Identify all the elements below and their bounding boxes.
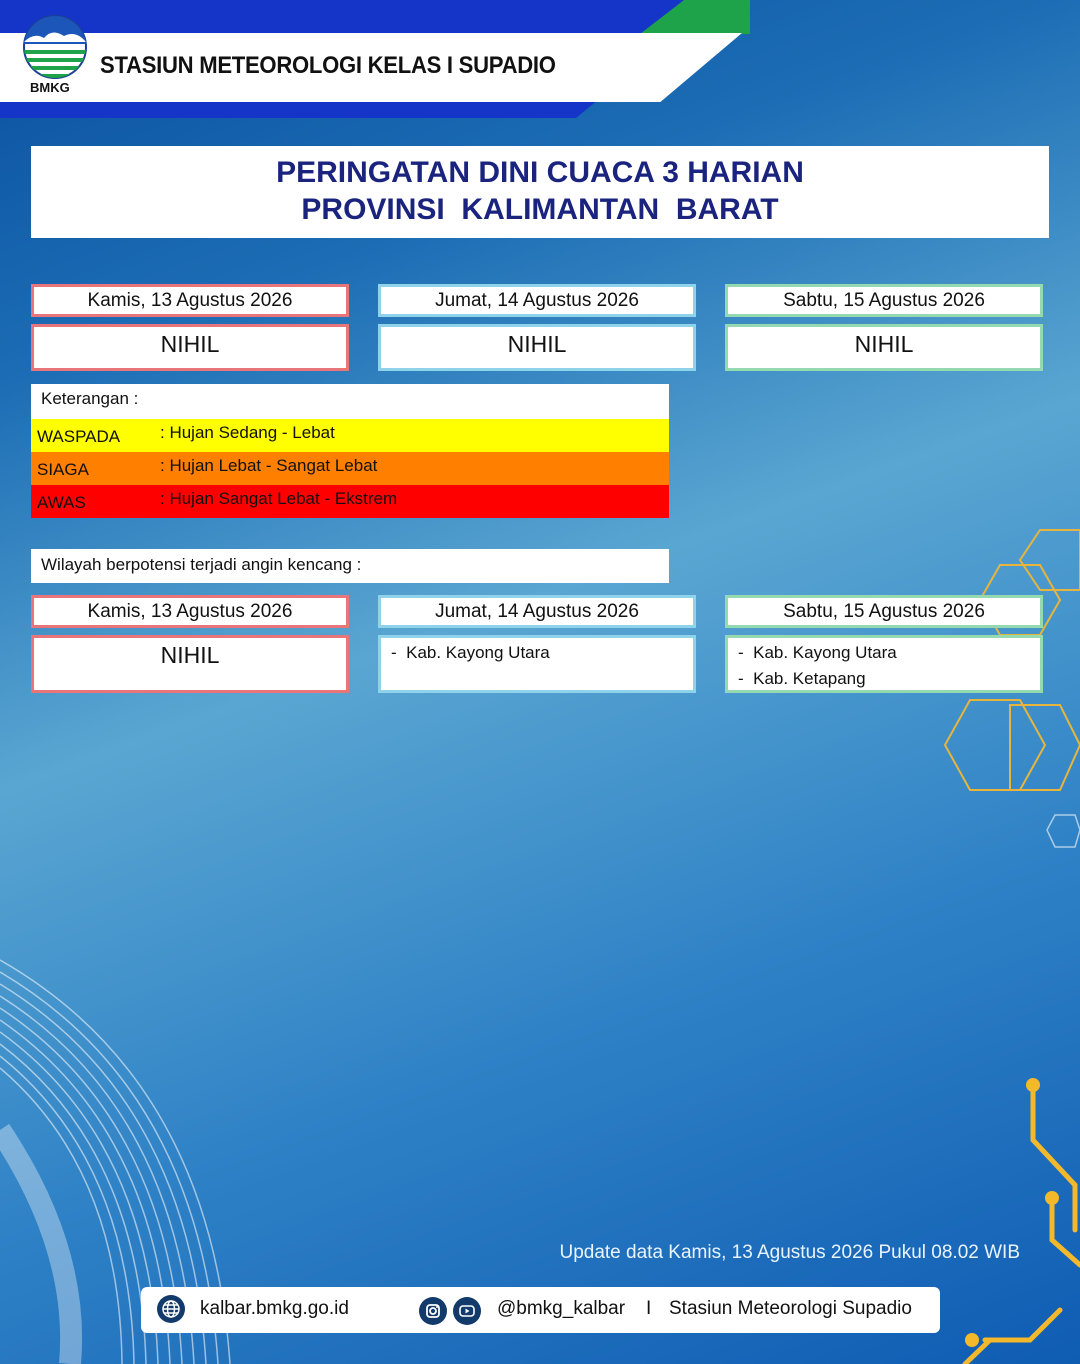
legend-desc: : Hujan Lebat - Sangat Lebat: [160, 456, 378, 475]
title-line-1: PERINGATAN DINI CUACA 3 HARIAN: [276, 156, 804, 189]
wind-day-3-date: Sabtu, 15 Agustus 2026: [725, 595, 1043, 628]
rain-day-2-date: Jumat, 14 Agustus 2026: [378, 284, 696, 317]
wind-section-title: Wilayah berpotensi terjadi angin kencang :: [31, 549, 669, 583]
wind-area-item: - Kab. Kayong Utara: [738, 643, 897, 662]
legend-row-siaga: [31, 452, 669, 485]
legend-title: Keterangan :: [41, 389, 139, 408]
rain-day-1-date: Kamis, 13 Agustus 2026: [31, 284, 349, 317]
rain-day-3-date: Sabtu, 15 Agustus 2026: [725, 284, 1043, 317]
website-link[interactable]: kalbar.bmkg.go.id: [200, 1298, 349, 1319]
rain-day-2-status: NIHIL: [378, 324, 696, 371]
page-title: [31, 146, 1049, 238]
rain-day-3-status: NIHIL: [725, 324, 1043, 371]
legend-desc: : Hujan Sangat Lebat - Ekstrem: [160, 489, 398, 508]
wind-area-item: - Kab. Ketapang: [738, 669, 866, 688]
legend: [31, 384, 669, 517]
instagram-icon[interactable]: [419, 1297, 447, 1325]
wind-area-item: - Kab. Kayong Utara: [391, 643, 550, 662]
legend-level: SIAGA: [37, 460, 89, 479]
footer-separator: I: [646, 1298, 652, 1319]
globe-icon: [157, 1295, 185, 1323]
rain-day-1-status: NIHIL: [31, 324, 349, 371]
wind-day-3-areas: [725, 635, 1043, 693]
wind-day-2-date: Jumat, 14 Agustus 2026: [378, 595, 696, 628]
legend-row-awas: [31, 485, 669, 518]
update-timestamp: Update data Kamis, 13 Agustus 2026 Pukul 08.02 WIB: [559, 1242, 1020, 1263]
youtube-icon[interactable]: [453, 1297, 481, 1325]
legend-level: AWAS: [37, 493, 86, 512]
legend-level: WASPADA: [37, 427, 121, 446]
social-handle[interactable]: @bmkg_kalbar: [497, 1298, 626, 1319]
legend-desc: : Hujan Sedang - Lebat: [160, 423, 335, 442]
logo-text: BMKG: [30, 80, 70, 95]
title-line-2: PROVINSI KALIMANTAN BARAT: [301, 193, 779, 226]
wind-day-1-status: NIHIL: [31, 635, 349, 693]
legend-row-waspada: [31, 419, 669, 452]
footer-station-name: Stasiun Meteorologi Supadio: [669, 1298, 912, 1319]
footer-bar: [141, 1287, 940, 1333]
station-name: STASIUN METEOROLOGI KELAS I SUPADIO: [100, 52, 556, 79]
wind-day-2-areas: [378, 635, 696, 693]
wind-day-1-date: Kamis, 13 Agustus 2026: [31, 595, 349, 628]
